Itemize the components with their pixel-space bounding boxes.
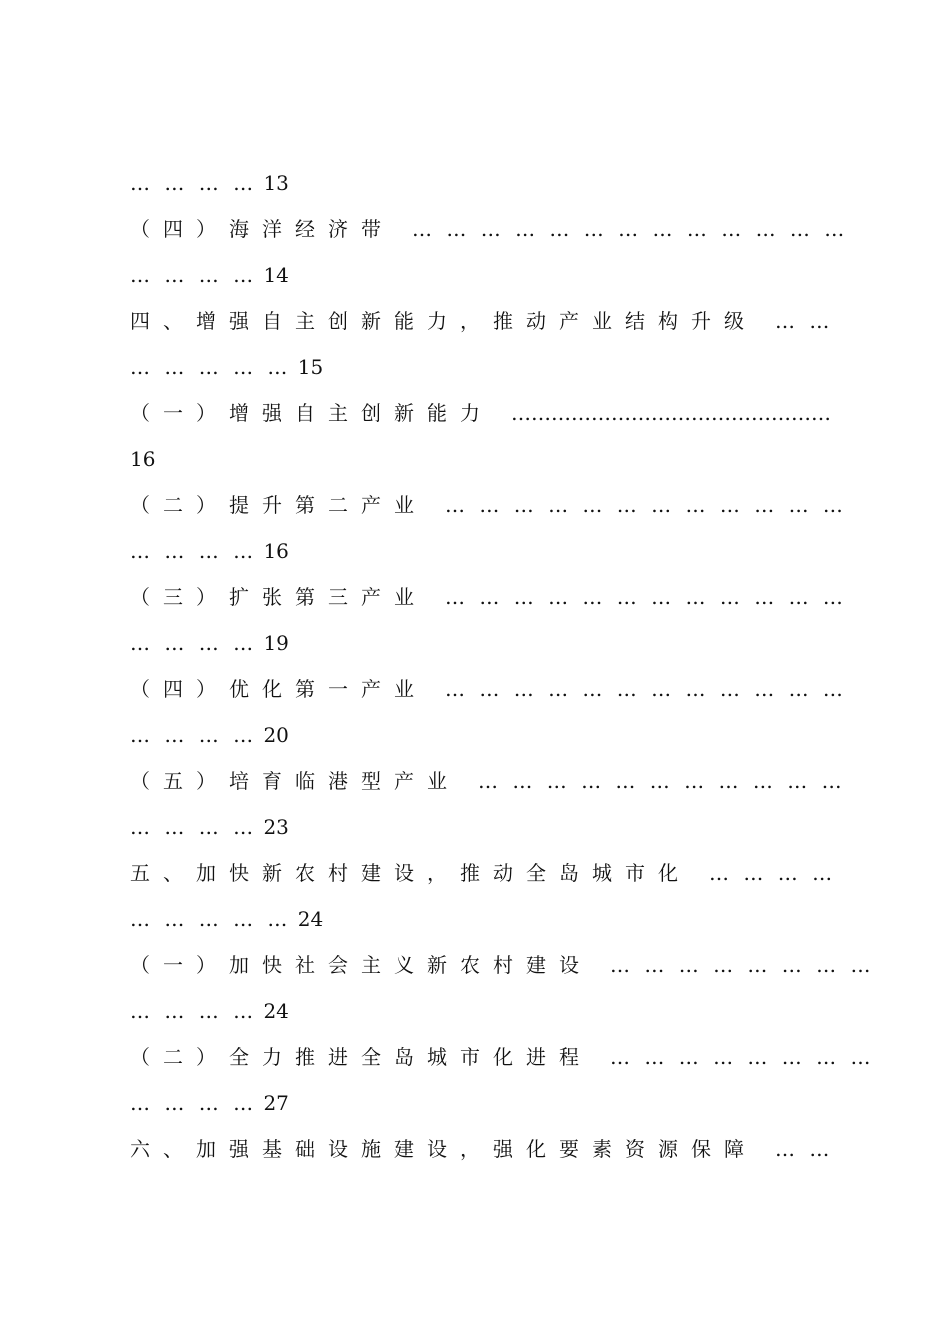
toc-leader-dots: … … … … … … … … … … … …: [445, 677, 847, 701]
toc-leader-dots: … … … …: [130, 263, 258, 287]
toc-line: [130, 252, 830, 298]
toc-line: [130, 482, 847, 528]
toc-entry-title: 五、加快新农村建设，推动全岛城市化: [130, 861, 691, 885]
toc-entry-title: （二）全力推进全岛城市化进程: [130, 1045, 592, 1069]
toc-leader-dots: … … … … … … … … … … … …: [445, 585, 847, 609]
toc-line: [130, 298, 834, 344]
toc-leader-dots: … … … …: [130, 171, 258, 195]
toc-line: [130, 942, 875, 988]
toc-leader-dots: … … … …: [130, 723, 258, 747]
toc-page-number: 13: [263, 171, 289, 195]
toc-leader-dots: … … … …: [130, 539, 258, 563]
toc-line: [130, 850, 837, 896]
toc-page-number: 24: [263, 999, 289, 1023]
toc-entry-title: 六、加强基础设施建设，强化要素资源保障: [130, 1137, 757, 1161]
toc-leader-dots: … …: [775, 1137, 834, 1161]
toc-entry-title: （四）海洋经济带: [130, 217, 394, 241]
toc-page-number: 14: [263, 263, 289, 287]
toc-line: [130, 666, 847, 712]
toc-leader-dots: … … … …: [130, 631, 258, 655]
toc-page-number: 16: [263, 539, 289, 563]
toc-leader-dots: … … … …: [130, 1091, 258, 1115]
toc-line: [130, 206, 849, 252]
toc-line: [130, 988, 830, 1034]
toc-leader-dots: … … … … … … … … … … … …: [445, 493, 847, 517]
toc-line: [130, 436, 830, 482]
toc-entry-title: （三）扩张第三产业: [130, 585, 427, 609]
toc-line: [130, 528, 830, 574]
toc-leader-dots: … …: [775, 309, 834, 333]
toc-line: [130, 574, 847, 620]
toc-leader-dots: … … … …: [130, 815, 258, 839]
table-of-contents: [130, 160, 875, 1172]
toc-leader-dots: … … … … … … … … … … … … …: [412, 217, 849, 241]
toc-page-number: 15: [297, 355, 324, 379]
toc-line: [130, 160, 830, 206]
toc-line: [130, 758, 846, 804]
toc-line: [130, 344, 830, 390]
toc-line: [130, 1080, 830, 1126]
toc-leader-dots: … … … …: [709, 861, 837, 885]
toc-leader-dots: … … … … …: [130, 907, 292, 931]
toc-page-number: 16: [130, 447, 156, 471]
toc-entry-title: （一）加快社会主义新农村建设: [130, 953, 592, 977]
toc-entry-title: 四、增强自主创新能力，推动产业结构升级: [130, 309, 757, 333]
toc-page-number: 24: [297, 907, 324, 931]
toc-line: [130, 1126, 834, 1172]
toc-entry-title: （五）培育临港型产业: [130, 769, 460, 793]
toc-leader-dots: … … … … … … … … … … …: [478, 769, 846, 793]
toc-line: [130, 712, 830, 758]
toc-page-number: 23: [263, 815, 289, 839]
toc-leader-dots: … … … … …: [130, 355, 292, 379]
toc-leader-dots: … … … …: [130, 999, 258, 1023]
toc-entry-title: （二）提升第二产业: [130, 493, 427, 517]
toc-entry-title: （四）优化第一产业: [130, 677, 427, 701]
toc-line: [130, 390, 830, 436]
toc-leader-dots: … … … … … … … …: [610, 953, 875, 977]
toc-entry-title: （一）增强自主创新能力: [130, 401, 493, 425]
toc-page-number: 27: [263, 1091, 289, 1115]
toc-page-number: 20: [263, 723, 289, 747]
toc-leader-dots: … … … … … … … …: [610, 1045, 875, 1069]
toc-leader-dots: …………………………………………: [511, 401, 831, 425]
toc-page-number: 19: [263, 631, 289, 655]
toc-line: [130, 1034, 875, 1080]
toc-line: [130, 804, 830, 850]
toc-line: [130, 620, 830, 666]
toc-line: [130, 896, 830, 942]
